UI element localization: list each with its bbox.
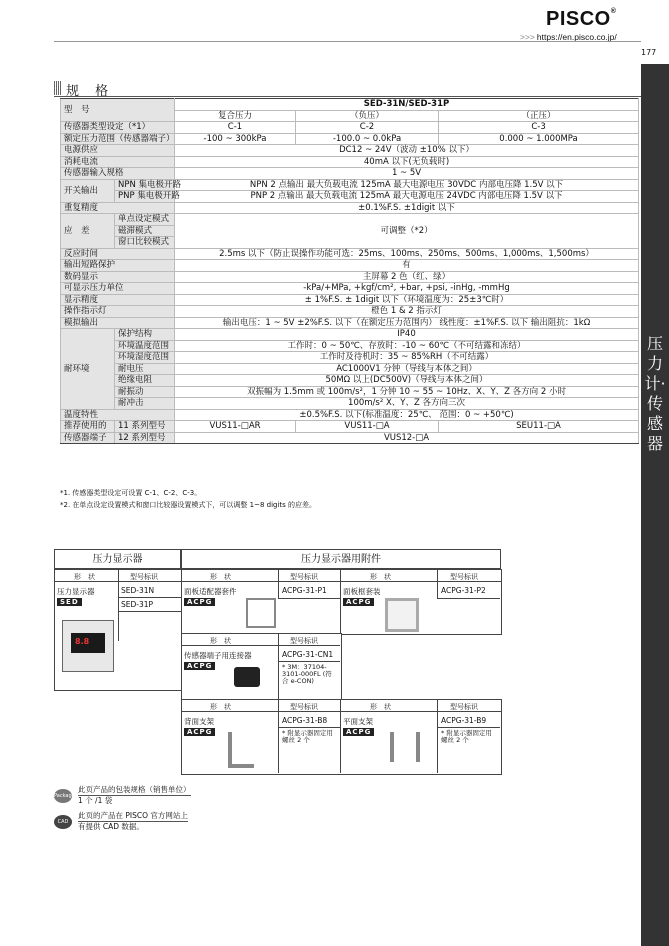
table-row: PNP 集电极开路 PNP 2 点输出 最大负载电流 125mA 最大电源电压 24VDC 内部电压降 1.5V 以下 bbox=[61, 191, 639, 203]
item-model: ACPG-31-CN1 bbox=[282, 650, 334, 659]
item-note: * 附显示器固定用螺丝 2 个 bbox=[441, 729, 492, 744]
table-row: 传感器端子 12 系列型号 VUS12-□A bbox=[61, 432, 639, 444]
table-row: 数码显示 主屏幕 2 色（红、绿） bbox=[61, 271, 639, 283]
panel-frame-image bbox=[385, 598, 419, 632]
display-model-2: SED-31P bbox=[121, 600, 154, 609]
footnote-1: *1. 传感器类型设定可设置 C-1、C-2、C-3。 bbox=[60, 489, 202, 497]
item-name: 面板框套装 bbox=[343, 587, 381, 596]
table-row: 模拟输出 输出电压：1 ~ 5V ±2%F.S. 以下（在额定压力范围内） 线性度：±1%F.S. 以下 输出阻抗：1kΩ bbox=[61, 317, 639, 329]
table-row: 传感器类型设定（*1） C-1 C-2 C-3 bbox=[61, 122, 639, 134]
package-icon: Package bbox=[54, 789, 72, 803]
item-note: * 3M：37104-3101-000FL (符合 e-CON) bbox=[282, 663, 332, 685]
flat-bracket-image bbox=[390, 732, 420, 762]
table-row: 耐环境 保护结构 IP40 bbox=[61, 329, 639, 341]
back-bracket-image bbox=[228, 732, 254, 768]
model-row: 型 号 SED-31N/SED-31P bbox=[61, 99, 639, 111]
table-row: 温度特性 ±0.5%F.S. 以下(标准温度：25℃、 范围：0 ~ +50℃) bbox=[61, 409, 639, 421]
panel-adapter-image bbox=[246, 598, 276, 628]
table-row: 操作指示灯 橙色 1 & 2 指示灯 bbox=[61, 306, 639, 318]
connector-image bbox=[234, 667, 260, 687]
table-row: 磁滞模式 bbox=[61, 225, 639, 237]
website-url[interactable]: >>> https://en.pisco.co.jp/ bbox=[520, 32, 617, 42]
table-row: 环境湿度范围 工作时及待机时：35 ~ 85%RH（不可结露） bbox=[61, 352, 639, 364]
table-row: 推荐使用的 11 系列型号 VUS11-□AR VUS11-□A SEU11-□A bbox=[61, 421, 639, 433]
table-row: 窗口比较模式 bbox=[61, 237, 639, 249]
cad-note: 此页的产品在 PISCO 官方网站上 有提供 CAD 数据。 bbox=[78, 811, 188, 831]
table-row: 反应时间 2.5ms 以下（防止误操作功能可选：25ms、100ms、250ms、500ms、1,000ms、1,500ms） bbox=[61, 248, 639, 260]
model-value: SED-31N/SED-31P bbox=[175, 99, 639, 111]
package-note: 此页产品的包装规格（销售单位） 1 个 /1 袋 bbox=[78, 785, 191, 805]
side-tab-label: 压力计·传感器 bbox=[644, 334, 666, 453]
display-model-1: SED-31N bbox=[121, 586, 155, 595]
table-row: 传感器输入规格 1 ~ 5V bbox=[61, 168, 639, 180]
table-row: 输出短路保护 有 bbox=[61, 260, 639, 272]
table-row: 开关输出 NPN 集电极开路 NPN 2 点输出 最大负载电流 125mA 最大电源电压 30VDC 内部电压降 1.5V 以下 bbox=[61, 179, 639, 191]
table-row: 应 差 单点设定模式 可调整（*2） bbox=[61, 214, 639, 226]
acpg-badge: ACPG bbox=[184, 598, 215, 606]
table-row: 环境温度范围 工作时：0 ~ 50℃、存放时：-10 ~ 60℃（不可结露和冻结） bbox=[61, 340, 639, 352]
side-category-tab bbox=[641, 64, 669, 946]
acpg-badge: ACPG bbox=[184, 728, 215, 736]
sed-badge: SED bbox=[57, 598, 82, 606]
table-row: 绝缘电阻 50MΩ 以上(DC500V)（导线与本体之间） bbox=[61, 375, 639, 387]
acpg-badge: ACPG bbox=[343, 728, 374, 736]
pisco-logo: PISCO® bbox=[546, 8, 617, 30]
spec-table bbox=[60, 98, 639, 444]
table-row: 消耗电流 40mA 以下(无负载时) bbox=[61, 156, 639, 168]
accessory-header: 压力显示器用附件 bbox=[181, 549, 501, 569]
table-row: 显示精度 ± 1%F.S. ± 1digit 以下（环境温度为：25±3℃时） bbox=[61, 294, 639, 306]
top-rule bbox=[54, 41, 641, 42]
table-row: 耐冲击 100m/s² X、Y、Z 各方向三次 bbox=[61, 398, 639, 410]
item-name: 背面支架 bbox=[184, 717, 214, 726]
item-name: 面板适配器套件 bbox=[184, 587, 237, 596]
item-note: * 附显示器固定用螺丝 2 个 bbox=[282, 729, 333, 744]
display-header: 压力显示器 bbox=[54, 549, 181, 569]
item-name: 传感器端子用连接器 bbox=[184, 651, 252, 660]
display-name: 压力显示器 bbox=[57, 587, 95, 596]
pressure-display-image: 8.8 bbox=[62, 620, 114, 672]
item-model: ACPG-31-B8 bbox=[282, 716, 328, 725]
page-number: 177 bbox=[641, 48, 657, 57]
item-name: 平面支架 bbox=[343, 717, 373, 726]
acpg-badge: ACPG bbox=[343, 598, 374, 606]
acpg-badge: ACPG bbox=[184, 662, 215, 670]
table-row: 耐电压 AC1000V1 分钟（导线与本体之间） bbox=[61, 363, 639, 375]
table-row: 耐振动 双振幅为 1.5mm 或 100m/s²，1 分钟 10 ~ 55 ~ 10Hz、X、Y、Z 各方向 2 小时 bbox=[61, 386, 639, 398]
table-row: 电源供应 DC12 ~ 24V（波动 ±10% 以下） bbox=[61, 145, 639, 157]
table-row: 额定压力范围（传感器端子） -100 ~ 300kPa -100.0 ~ 0.0kPa 0.000 ~ 1.000MPa bbox=[61, 133, 639, 145]
section-title-text: 规 格 bbox=[66, 84, 115, 99]
col-header-row: 复合压力 （负压） （正压） bbox=[61, 110, 639, 122]
footnote-2: *2. 在单点设定设置模式和窗口比较器设置模式下，可以调整 1~8 digits 的应差。 bbox=[60, 501, 317, 509]
item-model: ACPG-31-P1 bbox=[282, 586, 327, 595]
item-model: ACPG-31-P2 bbox=[441, 586, 486, 595]
title-bars-icon bbox=[54, 81, 62, 95]
table-row: 可显示压力单位 -kPa/+MPa, +kgf/cm², +bar, +psi, -inHg, -mmHg bbox=[61, 283, 639, 295]
table-row: 重复精度 ±0.1%F.S. ±1digit 以下 bbox=[61, 202, 639, 214]
section-title bbox=[54, 80, 641, 99]
item-model: ACPG-31-B9 bbox=[441, 716, 487, 725]
cad-data-icon: CAD data bbox=[54, 815, 72, 829]
